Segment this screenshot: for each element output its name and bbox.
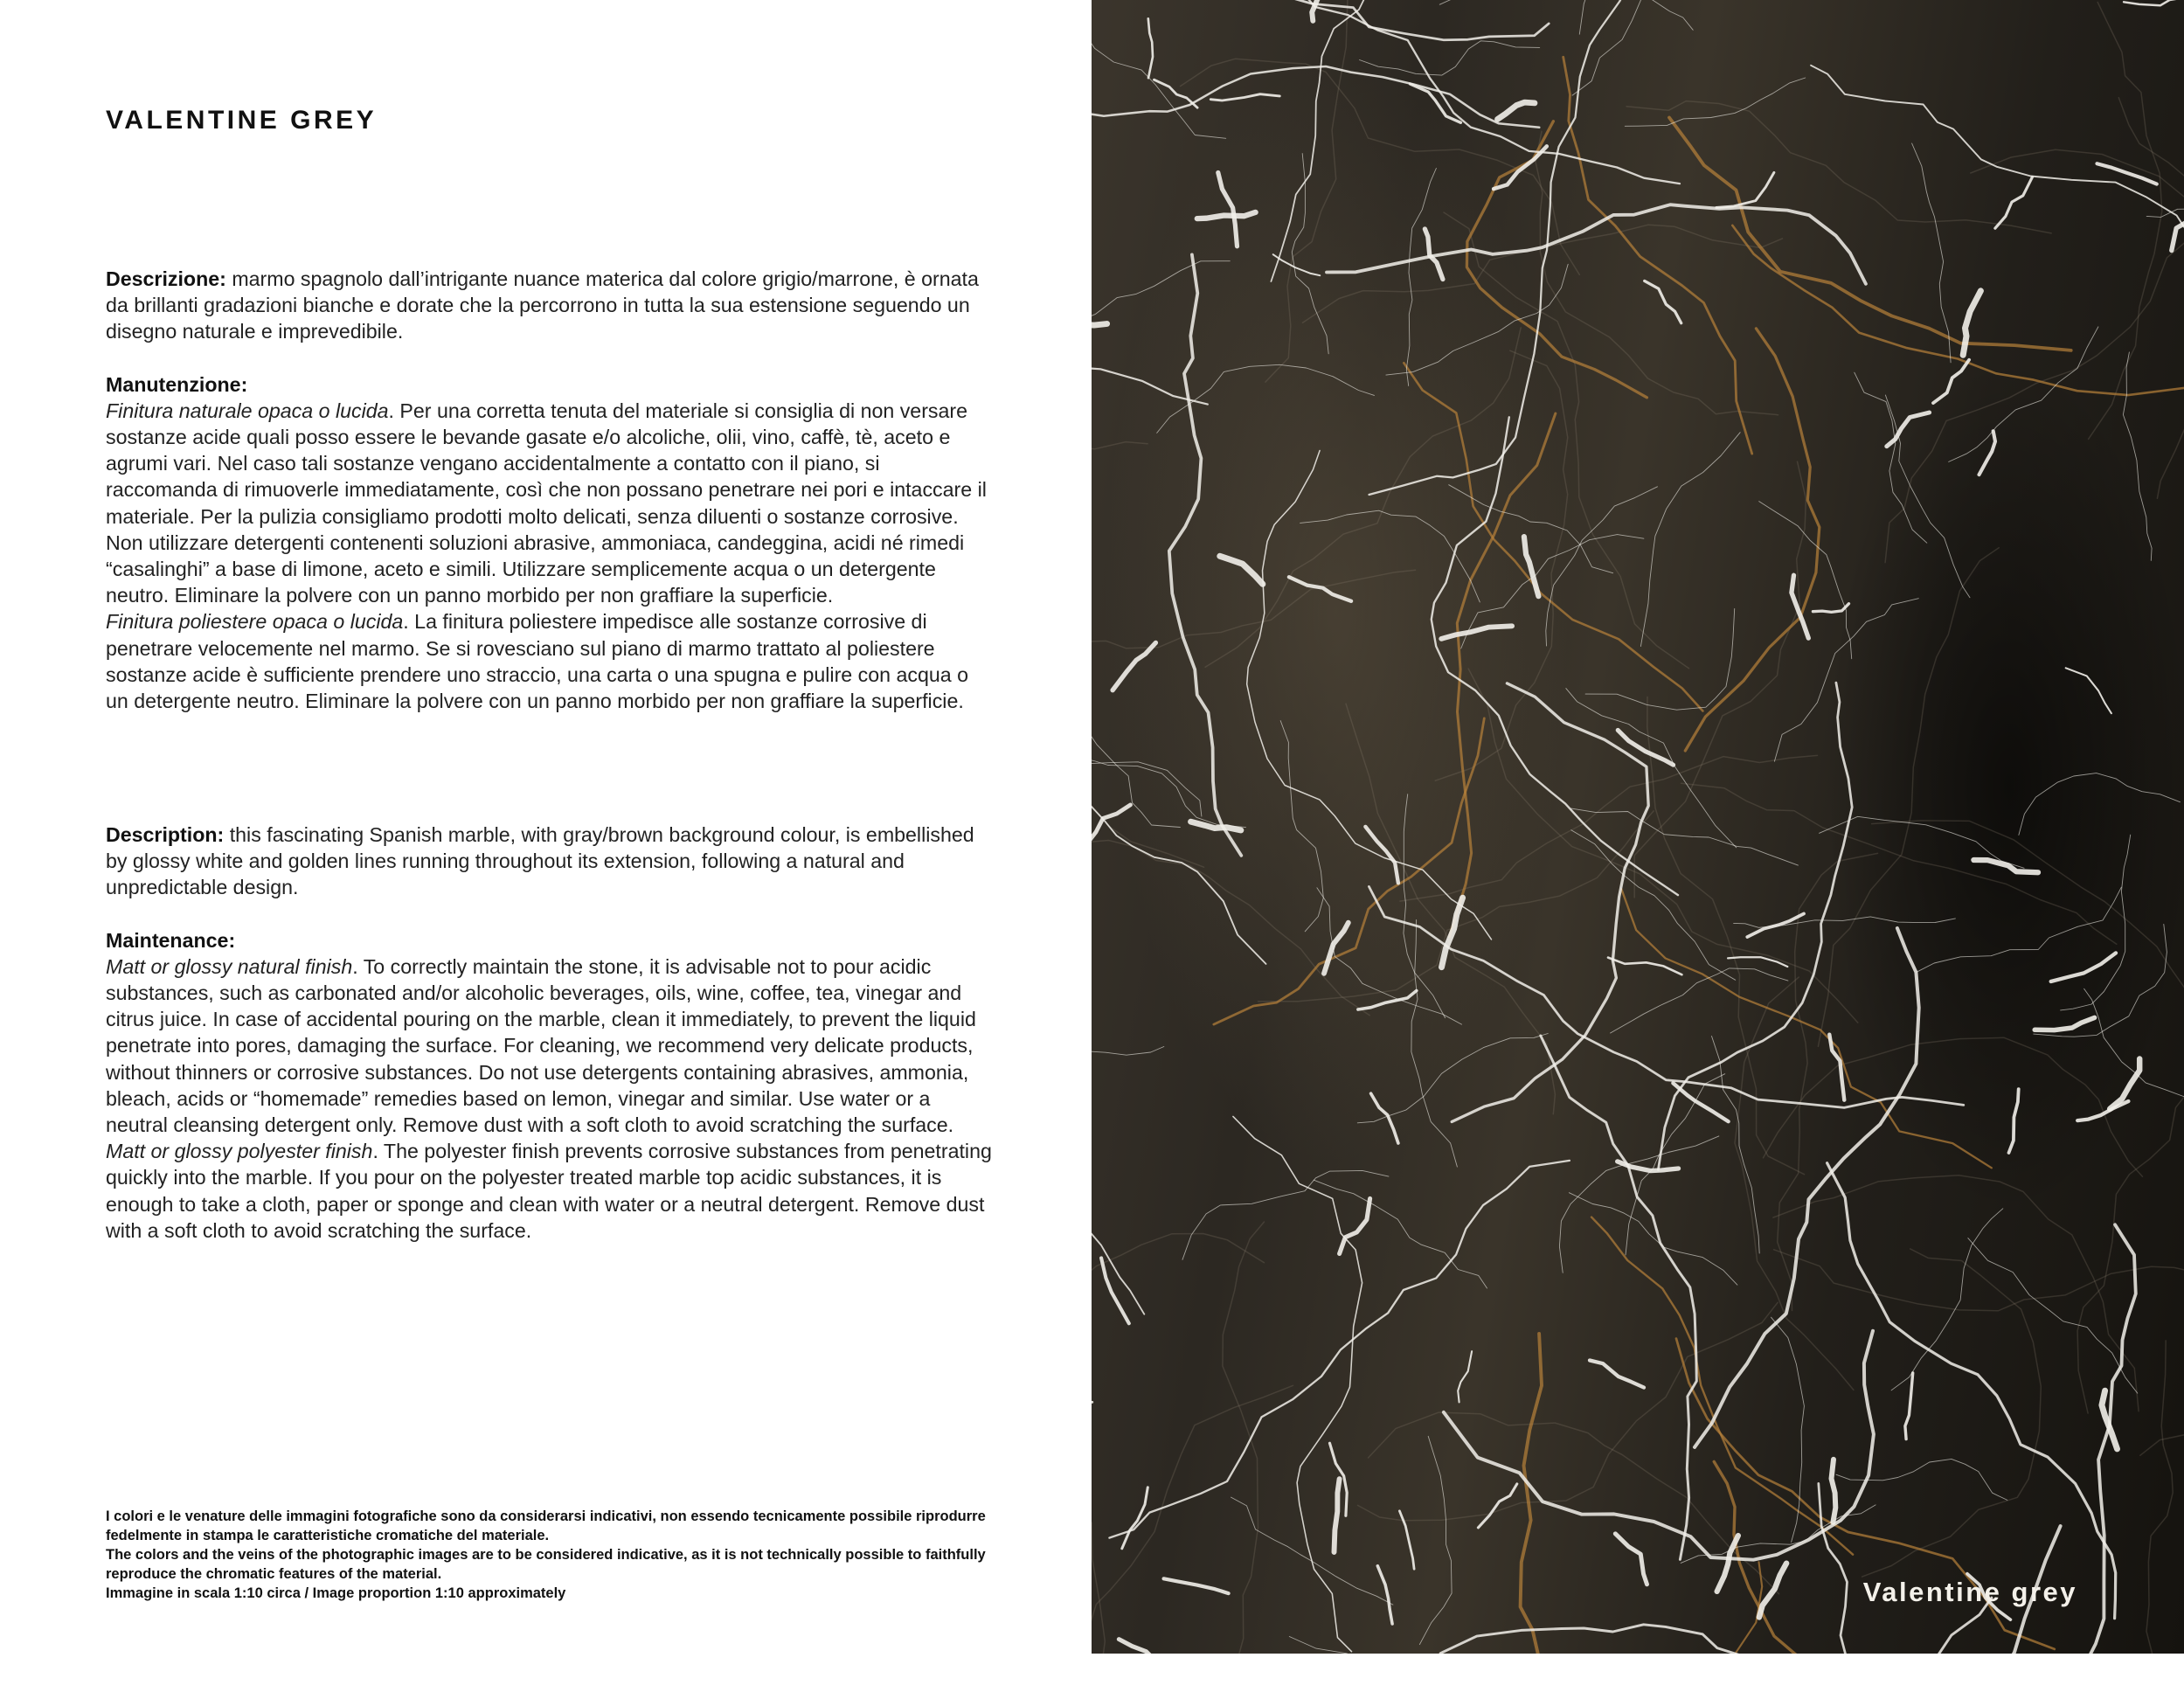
finish-polyester-it bbox=[106, 608, 993, 714]
finish-polyester-text-en: . The polyester finish prevents corrosive substances from penetrating quickly into the marble. If you pour on the polyester treated marble top acidic substances, it is enough to take a cloth, paper or sponge and clean with water or a neutral detergent. Remove dust with a soft cloth to avoid scratching the surface. bbox=[106, 1140, 992, 1242]
finish-natural-it bbox=[106, 398, 993, 609]
description-text-it: marmo spagnolo dall’intrigante nuance materica dal colore grigio/marrone, è ornata da brillanti gradazioni bianche e dorate che la percorrono in tutta la sua estensione seguendo un disegno naturale e imprevedibile. bbox=[106, 267, 979, 343]
finish-natural-label-en: Matt or glossy natural finish bbox=[106, 954, 353, 978]
footnote bbox=[106, 1507, 997, 1603]
photo-caption: Valentine grey bbox=[1862, 1577, 2077, 1607]
finish-polyester-text-it: . La finitura poliestere impedisce alle sostanze corrosive di penetrare velocemente nel marmo. Se si rovesciano sul piano di marmo trattato al poliestere sostanze acide è sufficiente prendere uno straccio, una carta o una spugna e pulire con acqua o un detergente neutro. Eliminare la polvere con un panno morbido per non graffiare la superficie. bbox=[106, 610, 968, 713]
footnote-scale: Immagine in scala 1:10 circa / Image proportion 1:10 approximately bbox=[106, 1585, 566, 1601]
description-label-it: Descrizione: bbox=[106, 267, 226, 290]
footnote-it: I colori e le venature delle immagini fotografiche sono da considerarsi indicativi, non essendo tecnicamente possibile riprodurre fedelmente in stampa le caratteristiche cromatiche del materiale. bbox=[106, 1508, 986, 1543]
italian-section bbox=[106, 266, 993, 714]
finish-polyester-label-en: Matt or glossy polyester finish bbox=[106, 1140, 373, 1163]
maintenance-heading-it: Manutenzione: bbox=[106, 372, 248, 396]
finish-polyester-label-it: Finitura poliestere opaca o lucida bbox=[106, 610, 404, 634]
maintenance-heading-en: Maintenance: bbox=[106, 928, 236, 952]
finish-natural-text-it: . Per una corretta tenuta del materiale si consiglia di non versare sostanze acide quali posso essere le bevande gasate e/o alcoliche, olii, vino, caffè, tè, aceto e agrumi vari. Nel caso tali sostanze vengano accidentalmente a contatto con il piano, si raccomanda di rimuoverle immediatamente, così che non possano penetrare nei pori e intaccare il materiale. Per la pulizia consigliamo prodotti molto delicati, senza diluenti o sostanze corrosive. Non utilizzare detergenti contenenti soluzioni abrasive, ammoniaca, candeggina, acidi né rimedi “casalinghi” a base di limone, aceto e simili. Utilizzare semplicemente acqua o un detergente neutro. Eliminare la polvere con un panno morbido per non graffiare la superficie. bbox=[106, 399, 987, 607]
marble-veins-image bbox=[1092, 0, 2184, 1654]
footnote-en: The colors and the veins of the photographic images are to be considered indicative, as it is not technically possible to faithfully reproduce the chromatic features of the material. bbox=[106, 1547, 986, 1582]
description-paragraph-it bbox=[106, 266, 993, 345]
finish-polyester-en bbox=[106, 1138, 993, 1244]
finish-natural-text-en: . To correctly maintain the stone, it is advisable not to pour acidic substances, such as carbonated and/or alcoholic beverages, oils, wine, coffee, tea, vinegar and citrus juice. In case of accidental pouring on the marble, clean it immediately, to prevent the liquid penetrate into pores, damaging the surface. For cleaning, we recommend very delicate products, without thinners or corrosive substances. Do not use detergents containing abrasives, ammonia, bleach, acids or “homemade” remedies based on lemon, vinegar and similar. Use water or a neutral cleansing detergent only. Remove dust with a soft cloth to avoid scratching the surface. bbox=[106, 954, 976, 1137]
finish-natural-en bbox=[106, 954, 993, 1138]
description-label-en: Description: bbox=[106, 823, 225, 846]
english-section bbox=[106, 822, 993, 1244]
finish-natural-label-it: Finitura naturale opaca o lucida bbox=[106, 399, 389, 422]
page-title: VALENTINE GREY bbox=[106, 106, 378, 135]
marble-photo bbox=[1092, 0, 2184, 1654]
description-text-en: this fascinating Spanish marble, with gray/brown background colour, is embellished by glossy white and golden lines running throughout its extension, following a natural and unpredictable design. bbox=[106, 823, 974, 899]
description-paragraph-en bbox=[106, 822, 993, 901]
